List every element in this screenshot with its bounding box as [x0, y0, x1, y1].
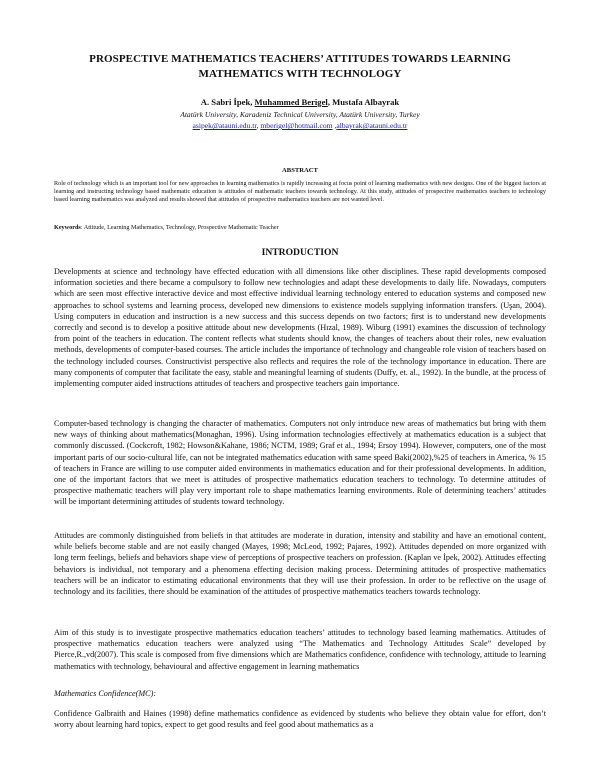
email-list: asipek@atauni.edu.tr, mberigel@hotmail.com ,albayrak@atauni.edu.tr	[192, 121, 408, 130]
body-paragraph: Confidence Galbraith and Haines (1998) define mathematics confidence as evidenced by students who believe they obtain value for effort, don’t worry about learning hard topics, expect to get good results and feel good about mathematics as a	[54, 709, 546, 730]
author-list	[54, 97, 546, 108]
body-paragraph: Aim of this study is to investigate prospective mathematics education teachers’ attitudes to technology based learning mathematics. Attitudes of prospective mathematics education teachers were analyzed using “The Mathematics and Technology Attitudes Scale” developed by Pierce,R.,vd(2007). This scale is composed from five dimensions which are Mathematics confidence, confidence with technology, attitude to learning mathematics with technology, behavioural and affective engagement in learning mathematics	[54, 628, 546, 671]
email-link-berigel[interactable]: mberigel@hotmail.com	[260, 121, 333, 130]
affiliations: Atatürk University, Karadeniz Technical University, Atatürk University, Turkey	[180, 110, 420, 119]
paper-title: PROSPECTIVE MATHEMATICS TEACHERS’ ATTITUDES TOWARDS LEARNING MATHEMATICS WITH TECHNOLOGY	[89, 53, 511, 80]
abstract-text: Role of technology which is an important tool for new approaches in learning mathematics is rapidly increasing at focus point of learning mathematics with new designs. One of the biggest factors at learning and instructing technology based mathematic education is attitudes of mathematic teachers towards technology. At this study, attitudes of prospective mathematics teachers to technology based learning mathematics was analyzed and results showed that attitudes of prospective mathematics teachers are not wanted level.	[54, 180, 546, 204]
keywords-list: : Attitude, Learning Mathematics, Technology, Prospective Mathematic Teacher	[80, 224, 279, 231]
email-link-albayrak[interactable]: albayrak@atauni.edu.tr	[336, 121, 408, 130]
author-berigel: Muhammed Berigel	[254, 97, 328, 107]
author-ipek: A. Sabri İpek,	[200, 97, 255, 107]
body-paragraph: Developments at science and technology have effected education with all dimensions like other disciplines. These rapid developments composed information societies and there became a compulsory to follow new technologies and adapt these developments to daily life. Nowadays, computers which are seen most effective interactive device and most effective individual learning technology entered to education systems and composed new approaches to school systems and learning process, developed new dimensions to existence models supplying information transfers. (Uşan, 2004). Using computers in education and instruction is a new success and this success depends on two factors; first is to understand new developments correctly and second is to develop a positive attitude about new developments (Hızal, 1989). Wiburg (1991) examines the discussion of technology from point of the teachers in education. The content reflects what students should know, the changes of teachers about their roles, new evaluation methods, developments of computer-based courses. The article includes the importance of technology and changeable role vision of teachers based on the technology included courses. Constructivist perspective also reflects and requires the role of the technology importance in education. There are many components of computer that facilitate the easy, stable and meaningful learning of students (Duffy, et. al., 1992). In the bundle, at the process of implementing computer aided instructions attitudes of teachers and prospective teachers gain importance.	[54, 267, 546, 389]
email-link-ipek[interactable]: asipek@atauni.edu.tr	[192, 121, 257, 130]
keywords	[54, 224, 546, 232]
body-paragraph: Attitudes are commonly distinguished from beliefs in that attitudes are moderate in duration, intensity and stability and have an emotional content, while beliefs become stable and are not easily changed (Mayes, 1998; McLeod, 1992; Pajares, 1992). Attitudes depended on more organized with long term feelings, beliefs and behaviors shape view of perceptions of prospective teachers on profession. (Kaplan ve İpek, 2002). Attitudes effecting behaviors is individual, not temporary and a phenomena effecting decision making process. Determining attitudes of prospective mathematics teachers will be an indicator to estimating educational environments that they will use their profession. In order to be reflective on the usage of technology and its facilities, there should be examination of the attitudes of prospective mathematics teachers towards technology.	[54, 531, 546, 597]
author-albayrak: , Mustafa Albayrak	[327, 97, 400, 107]
section-heading-introduction: INTRODUCTION	[261, 247, 339, 258]
body-paragraph: Computer-based technology is changing the character of mathematics. Computers not only introduce new areas of mathematics but bring with them new ways of thinking about mathematics(Monaghan, 1996). Using information technologies effectively at mathematics education is a subject that commonly discussed. (Cockcroft, 1982; Howson&Kahane, 1986; NCTM, 1989; Graf et al., 1994; Ersoy 1994). However, computers, one of the most important parts of our socio-cultural life, can not be integrated mathematics education with same speed Baki(2002),%25 of teachers in America, % 15 of teachers in France are willing to use computer aided environments in mathematics education and for their professional developments. In addition, one of the important factors that we meet is attitudes of prospective mathematics education teachers to technology. To determine attitudes of prospective mathematic teachers will play very important role to shape mathematics learning environments. Role of determining teachers’ attitudes will be important determining attitudes of students toward technology.	[54, 419, 546, 507]
keywords-label: Keywords	[54, 224, 81, 231]
subsection-heading: Mathematics Confidence(MC):	[54, 689, 157, 698]
abstract-heading: ABSTRACT	[282, 167, 318, 174]
